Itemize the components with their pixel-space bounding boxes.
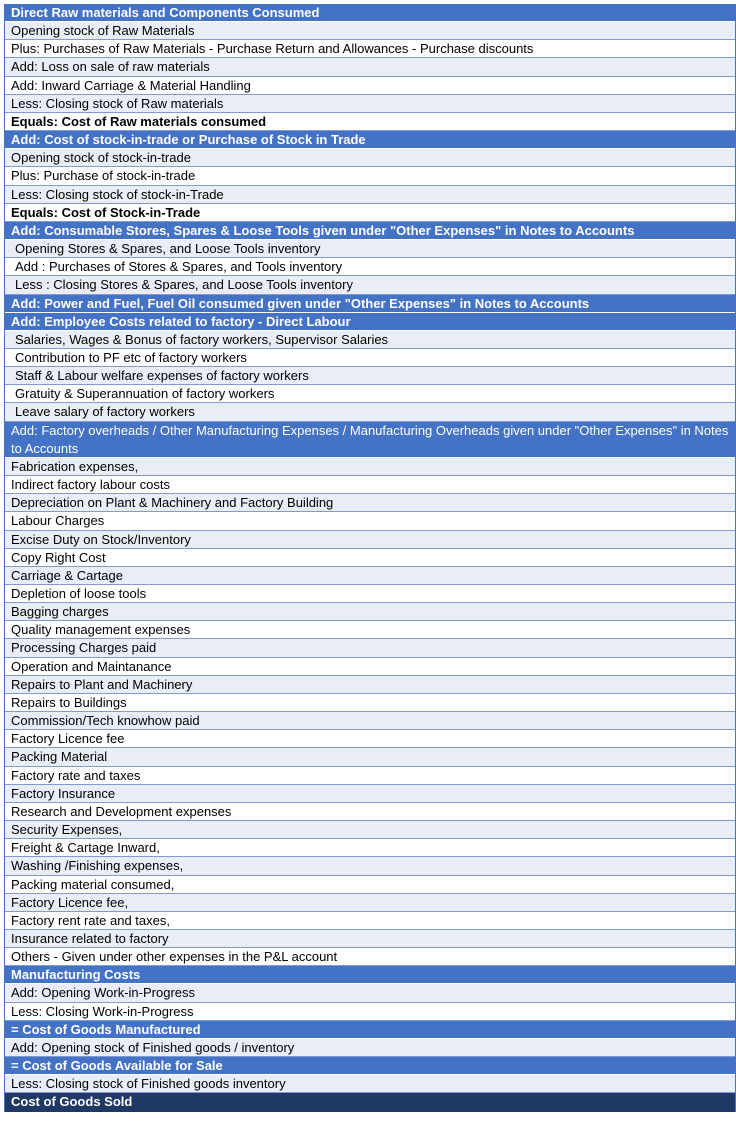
line-item-row: Plus: Purchase of stock-in-trade: [5, 167, 735, 185]
line-item-row: Less: Closing stock of Raw materials: [5, 95, 735, 113]
line-item-row: Research and Development expenses: [5, 803, 735, 821]
line-item-row: Insurance related to factory: [5, 930, 735, 948]
section-header-row: Add: Power and Fuel, Fuel Oil consumed given under "Other Expenses" in Notes to Accounts: [5, 295, 735, 313]
line-item-row: Factory rate and taxes: [5, 767, 735, 785]
line-item-row: Factory rent rate and taxes,: [5, 912, 735, 930]
final-total-row: Cost of Goods Sold: [5, 1093, 735, 1111]
line-item-row: Depletion of loose tools: [5, 585, 735, 603]
line-item-row: Commission/Tech knowhow paid: [5, 712, 735, 730]
section-header-row: Direct Raw materials and Components Consumed: [5, 4, 735, 22]
line-item-row: Repairs to Buildings: [5, 694, 735, 712]
section-header-row: = Cost of Goods Manufactured: [5, 1021, 735, 1039]
line-item-row: Add: Loss on sale of raw materials: [5, 58, 735, 76]
line-item-row: Contribution to PF etc of factory workers: [5, 349, 735, 367]
section-header-row: Add: Factory overheads / Other Manufacturing Expenses / Manufacturing Overheads given under "Other Expenses" in Notes to Accounts: [5, 422, 735, 458]
line-item-row: Add: Opening stock of Finished goods / inventory: [5, 1039, 735, 1057]
subtotal-row: Equals: Cost of Raw materials consumed: [5, 113, 735, 131]
line-item-row: Quality management expenses: [5, 621, 735, 639]
line-item-row: Indirect factory labour costs: [5, 476, 735, 494]
line-item-row: Copy Right Cost: [5, 549, 735, 567]
line-item-row: Carriage & Cartage: [5, 567, 735, 585]
line-item-row: Excise Duty on Stock/Inventory: [5, 531, 735, 549]
line-item-row: Processing Charges paid: [5, 639, 735, 657]
cost-of-goods-sold-table: [4, 4, 736, 1112]
line-item-row: Operation and Maintanance: [5, 658, 735, 676]
line-item-row: Salaries, Wages & Bonus of factory workers, Supervisor Salaries: [5, 331, 735, 349]
line-item-row: Packing Material: [5, 748, 735, 766]
line-item-row: Opening Stores & Spares, and Loose Tools inventory: [5, 240, 735, 258]
line-item-row: Less : Closing Stores & Spares, and Loose Tools inventory: [5, 276, 735, 294]
line-item-row: Opening stock of stock-in-trade: [5, 149, 735, 167]
line-item-row: Factory Licence fee,: [5, 894, 735, 912]
line-item-row: Factory Insurance: [5, 785, 735, 803]
line-item-row: Add: Inward Carriage & Material Handling: [5, 77, 735, 95]
line-item-row: Labour Charges: [5, 512, 735, 530]
line-item-row: Packing material consumed,: [5, 876, 735, 894]
line-item-row: Less: Closing stock of Finished goods inventory: [5, 1075, 735, 1093]
line-item-row: Bagging charges: [5, 603, 735, 621]
line-item-row: Less: Closing stock of stock-in-Trade: [5, 186, 735, 204]
line-item-row: Fabrication expenses,: [5, 458, 735, 476]
line-item-row: Add : Purchases of Stores & Spares, and Tools inventory: [5, 258, 735, 276]
subtotal-row: Equals: Cost of Stock-in-Trade: [5, 204, 735, 222]
line-item-row: Freight & Cartage Inward,: [5, 839, 735, 857]
section-header-row: Add: Employee Costs related to factory - Direct Labour: [5, 313, 735, 331]
section-header-row: Add: Cost of stock-in-trade or Purchase of Stock in Trade: [5, 131, 735, 149]
section-header-row: Add: Consumable Stores, Spares & Loose Tools given under "Other Expenses" in Notes to Accounts: [5, 222, 735, 240]
line-item-row: Others - Given under other expenses in the P&L account: [5, 948, 735, 966]
line-item-row: Staff & Labour welfare expenses of factory workers: [5, 367, 735, 385]
line-item-row: Leave salary of factory workers: [5, 403, 735, 421]
line-item-row: Depreciation on Plant & Machinery and Factory Building: [5, 494, 735, 512]
line-item-row: Opening stock of Raw Materials: [5, 22, 735, 40]
line-item-row: Add: Opening Work-in-Progress: [5, 984, 735, 1002]
line-item-row: Plus: Purchases of Raw Materials - Purchase Return and Allowances - Purchase discounts: [5, 40, 735, 58]
line-item-row: Repairs to Plant and Machinery: [5, 676, 735, 694]
line-item-row: Factory Licence fee: [5, 730, 735, 748]
line-item-row: Less: Closing Work-in-Progress: [5, 1003, 735, 1021]
section-header-row: Manufacturing Costs: [5, 966, 735, 984]
section-header-row: = Cost of Goods Available for Sale: [5, 1057, 735, 1075]
line-item-row: Security Expenses,: [5, 821, 735, 839]
line-item-row: Gratuity & Superannuation of factory workers: [5, 385, 735, 403]
line-item-row: Washing /Finishing expenses,: [5, 857, 735, 875]
